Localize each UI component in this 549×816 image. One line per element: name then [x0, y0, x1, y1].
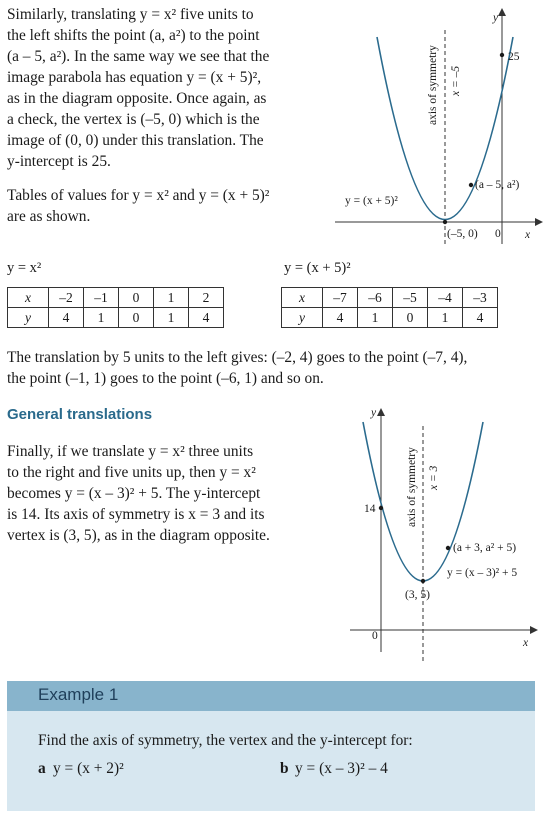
vertex-point: [443, 220, 447, 224]
vertex-label: (3, 5): [405, 589, 430, 601]
table-cell: 4: [189, 308, 224, 328]
translation-line: The translation by 5 units to the left gives: (–2, 4) goes to the point (–7, 4),: [7, 349, 468, 366]
table-cell: 4: [463, 308, 498, 328]
intro-line: image parabola has equation y = (x + 5)²,: [7, 69, 262, 86]
tables-intro-line: are as shown.: [7, 208, 91, 225]
part-a-letter: a: [38, 760, 46, 777]
x-axis-arrow-icon: [535, 218, 543, 226]
values-table-2: [281, 287, 498, 328]
table-cell: –6: [358, 288, 393, 308]
table-header: y: [8, 308, 49, 328]
general-line: to the right and five units up, then y = x²: [7, 464, 256, 481]
table1-caption: y = x²: [7, 260, 42, 276]
point-label: (a – 5, a²): [475, 179, 520, 191]
curve-label: y = (x + 5)²: [345, 195, 398, 207]
table-cell: 4: [323, 308, 358, 328]
y-axis-arrow-icon: [498, 8, 506, 16]
symmetry-equation: x = 3: [428, 465, 440, 490]
table-row: [8, 288, 224, 308]
table-cell: –5: [393, 288, 428, 308]
table2-caption: y = (x + 5)²: [284, 260, 351, 276]
table-row: [282, 288, 498, 308]
intro-line: the left shifts the point (a, a²) to the point: [7, 27, 260, 44]
parabola-diagram-2: [345, 402, 545, 664]
table-cell: 1: [154, 308, 189, 328]
table-cell: 1: [154, 288, 189, 308]
general-line: becomes y = (x – 3)² + 5. The y-intercept: [7, 485, 261, 502]
general-line: Finally, if we translate y = x² three units: [7, 443, 254, 460]
part-a-equation: y = (x + 2)²: [53, 760, 124, 777]
origin-label: 0: [372, 630, 378, 642]
table-row: [282, 308, 498, 328]
image-point: [446, 546, 450, 550]
table-cell: –7: [323, 288, 358, 308]
axis-of-symmetry-label: axis of symmetry: [427, 45, 439, 125]
intro-line: image of (0, 0) under this translation. The: [7, 132, 264, 149]
y-axis-arrow-icon: [377, 408, 385, 416]
table-cell: 2: [189, 288, 224, 308]
example-body: [7, 711, 535, 811]
table-cell: 0: [119, 308, 154, 328]
example-header: [7, 681, 535, 711]
y-intercept-point: [379, 506, 383, 510]
tables-intro-line: Tables of values for y = x² and y = (x + 5)²: [7, 187, 270, 204]
part-b-equation: y = (x – 3)² – 4: [295, 760, 388, 777]
intro-line: as in the diagram opposite. Once again, as: [7, 90, 267, 107]
intercept-label: 14: [364, 503, 376, 515]
part-b-letter: b: [280, 760, 289, 777]
table-row: [8, 308, 224, 328]
example-title: Example 1: [38, 685, 119, 704]
intro-line: y-intercept is 25.: [7, 153, 111, 170]
vertex-label: (–5, 0): [447, 228, 478, 240]
image-point: [469, 183, 473, 187]
symmetry-equation: x = –5: [450, 65, 462, 96]
values-table-1: [7, 287, 224, 328]
table-cell: 4: [49, 308, 84, 328]
intercept-label: 25: [508, 51, 520, 63]
vertex-point: [421, 579, 425, 583]
y-intercept-point: [500, 53, 504, 57]
general-line: vertex is (3, 5), as in the diagram opposite.: [7, 527, 270, 544]
intro-line: Similarly, translating y = x² five units to: [7, 6, 254, 23]
table-cell: 0: [119, 288, 154, 308]
axis-of-symmetry-label: axis of symmetry: [406, 447, 418, 527]
general-line: is 14. Its axis of symmetry is x = 3 and its: [7, 506, 265, 523]
table-cell: 1: [428, 308, 463, 328]
example-prompt: Find the axis of symmetry, the vertex and the y-intercept for:: [38, 732, 413, 749]
x-axis-label: x: [525, 229, 531, 241]
y-axis-label: y: [371, 407, 377, 419]
table-header: y: [282, 308, 323, 328]
table-cell: 0: [393, 308, 428, 328]
x-axis-label: x: [523, 637, 529, 649]
intro-line: (a – 5, a²). In the same way we see that the: [7, 48, 270, 65]
table-header: x: [282, 288, 323, 308]
section-heading: General translations: [7, 406, 153, 423]
translation-line: the point (–1, 1) goes to the point (–6, 1) and so on.: [7, 370, 324, 387]
table-cell: 1: [358, 308, 393, 328]
table-cell: 1: [84, 308, 119, 328]
point-label: (a + 3, a² + 5): [453, 542, 517, 554]
table-cell: –2: [49, 288, 84, 308]
intro-line: a check, the vertex is (–5, 0) which is the: [7, 111, 260, 128]
table-header: x: [8, 288, 49, 308]
parabola-diagram-1: [335, 0, 545, 250]
table-cell: –1: [84, 288, 119, 308]
table-cell: –4: [428, 288, 463, 308]
y-axis-label: y: [493, 12, 499, 24]
curve-label: y = (x – 3)² + 5: [447, 567, 518, 579]
origin-label: 0: [495, 228, 501, 240]
table-cell: –3: [463, 288, 498, 308]
x-axis-arrow-icon: [530, 626, 538, 634]
